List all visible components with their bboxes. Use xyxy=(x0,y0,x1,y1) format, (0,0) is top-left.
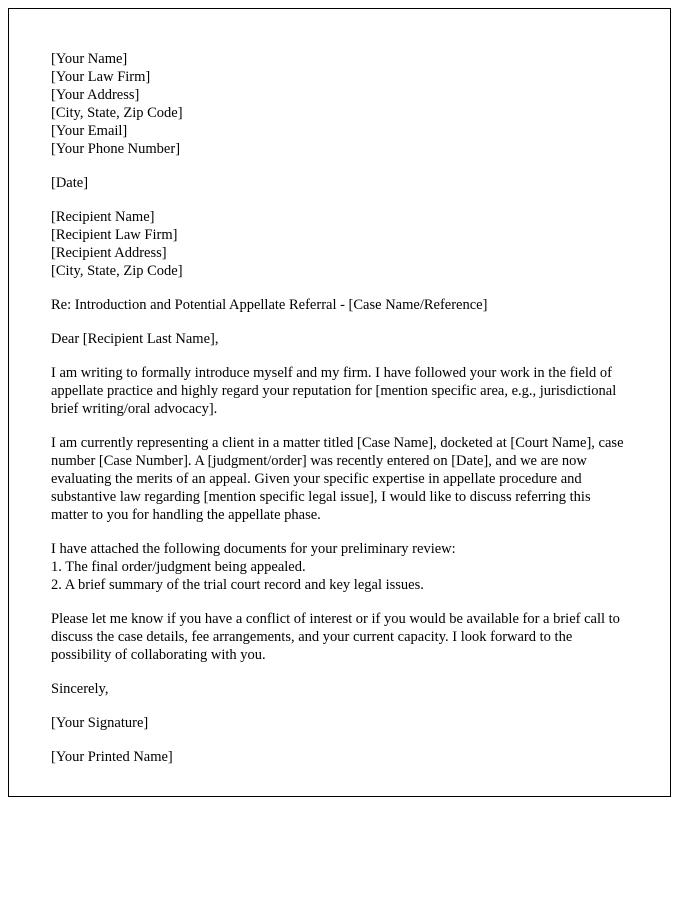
attachment-item-2: 2. A brief summary of the trial court record and key legal issues. xyxy=(51,577,424,593)
sender-name-line: [Your Name] xyxy=(51,51,128,67)
sender-email-line: [Your Email] xyxy=(51,123,128,139)
recipient-city-line: [City, State, Zip Code] xyxy=(51,263,183,279)
printed-name-line: [Your Printed Name] xyxy=(51,749,173,765)
attachment-item-1: 1. The final order/judgment being appealed. xyxy=(51,559,306,575)
valediction-line: Sincerely, xyxy=(51,681,109,697)
closing-paragraph: Please let me know if you have a conflict of interest or if you would be available for a brief call to discuss the case details, fee arrangements, and your current capacity. I look forward to the possibility of collaborating with you. xyxy=(51,611,620,663)
sender-address-line: [Your Address] xyxy=(51,87,140,103)
sender-city-line: [City, State, Zip Code] xyxy=(51,105,183,121)
letter-page xyxy=(8,8,671,797)
sender-firm-line: [Your Law Firm] xyxy=(51,69,151,85)
letter-body xyxy=(9,9,670,766)
case-details-paragraph: I am currently representing a client in a matter titled [Case Name], docketed at [Court Name], case number [Case Number]. A [judgment/order] was recently entered on [Date], and we are now evaluating the merits of an appeal. Given your specific expertise in appellate procedure and substantive law regarding [mention specific legal issue], I would like to discuss referring this matter to you for handling the appellate phase. xyxy=(51,435,624,523)
recipient-address-line: [Recipient Address] xyxy=(51,245,167,261)
date-line: [Date] xyxy=(51,175,89,191)
recipient-address-block xyxy=(51,208,624,280)
recipient-firm-line: [Recipient Law Firm] xyxy=(51,227,178,243)
signature-placeholder-line: [Your Signature] xyxy=(51,715,149,731)
attachments-section xyxy=(51,540,624,594)
subject-line: Re: Introduction and Potential Appellate Referral - [Case Name/Reference] xyxy=(51,297,488,313)
recipient-name-line: [Recipient Name] xyxy=(51,209,155,225)
date-block xyxy=(51,174,624,192)
salutation-line: Dear [Recipient Last Name], xyxy=(51,331,219,347)
intro-paragraph: I am writing to formally introduce myself and my firm. I have followed your work in the field of appellate practice and highly regard your reputation for [mention specific area, e.g., jurisdictional brief writing/oral advocacy]. xyxy=(51,365,617,417)
sender-phone-line: [Your Phone Number] xyxy=(51,141,181,157)
sender-address-block xyxy=(51,50,624,158)
attachments-intro-line: I have attached the following documents for your preliminary review: xyxy=(51,541,456,557)
